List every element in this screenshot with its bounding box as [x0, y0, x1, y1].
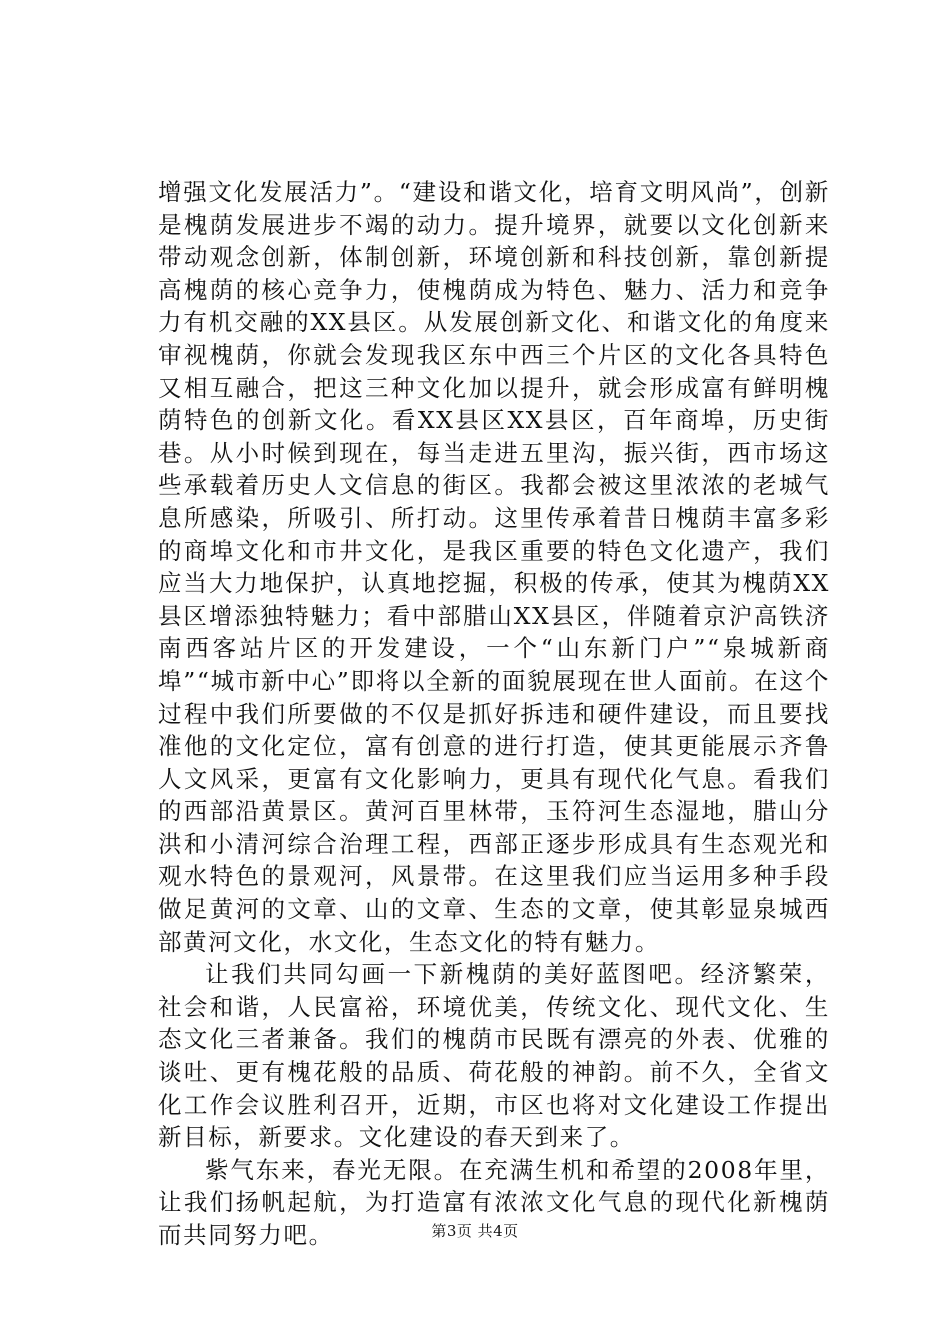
body-text — [158, 176, 830, 1252]
paragraph-3: 紫气东来，春光无限。在充满生机和希望的2008年里，让我们扬帆起航，为打造富有浓浓文化气息的现代化新槐荫而共同努力吧。 — [158, 1155, 830, 1249]
paragraph-2: 让我们共同勾画一下新槐荫的美好蓝图吧。经济繁荣，社会和谐，人民富裕，环境优美，传统文化、现代文化、生态文化三者兼备。我们的槐荫市民既有漂亮的外表、优雅的谈吐、更有槐花般的品质、荷花般的神韵。前不久，全省文化工作会议胜利召开，近期，市区也将对文化建设工作提出新目标，新要求。文化建设的春天到来了。 — [158, 960, 830, 1152]
page-number-footer: 第3页 共4页 — [431, 1222, 519, 1240]
paragraph-1: 增强文化发展活力”。“建设和谐文化，培育文明风尚”，创新是槐荫发展进步不竭的动力。提升境界，就要以文化创新来带动观念创新，体制创新，环境创新和科技创新，靠创新提高槐荫的核心竞争力，使槐荫成为特色、魅力、活力和竞争力有机交融的XX县区。从发展创新文化、和谐文化的角度来审视槐荫，你就会发现我区东中西三个片区的文化各具特色又相互融合，把这三种文化加以提升，就会形成富有鲜明槐荫特色的创新文化。看XX县区XX县区，百年商埠，历史街巷。从小时候到现在，每当走进五里沟，振兴街，西市场这些承载着历史人文信息的街区。我都会被这里浓浓的老城气息所感染，所吸引、所打动。这里传承着昔日槐荫丰富多彩的商埠文化和市井文化，是我区重要的特色文化遗产，我们应当大力地保护，认真地挖掘，积极的传承，使其为槐荫XX县区增添独特魅力；看中部腊山XX县区，伴随着京沪高铁济南西客站片区的开发建设，一个“山东新门户”“泉城新商埠”“城市新中心”即将以全新的面貌展现在世人面前。在这个过程中我们所要做的不仅是抓好拆违和硬件建设，而且要找准他的文化定位，富有创意的进行打造，使其更能展示齐鲁人文风采，更富有文化影响力，更具有现代化气息。看我们的西部沿黄景区。黄河百里林带，玉符河生态湿地，腊山分洪和小清河综合治理工程，西部正逐步形成具有生态观光和观水特色的景观河，风景带。在这里我们应当运用多种手段做足黄河的文章、山的文章、生态的文章，使其彰显泉城西部黄河文化，水文化，生态文化的特有魅力。 — [158, 178, 830, 956]
